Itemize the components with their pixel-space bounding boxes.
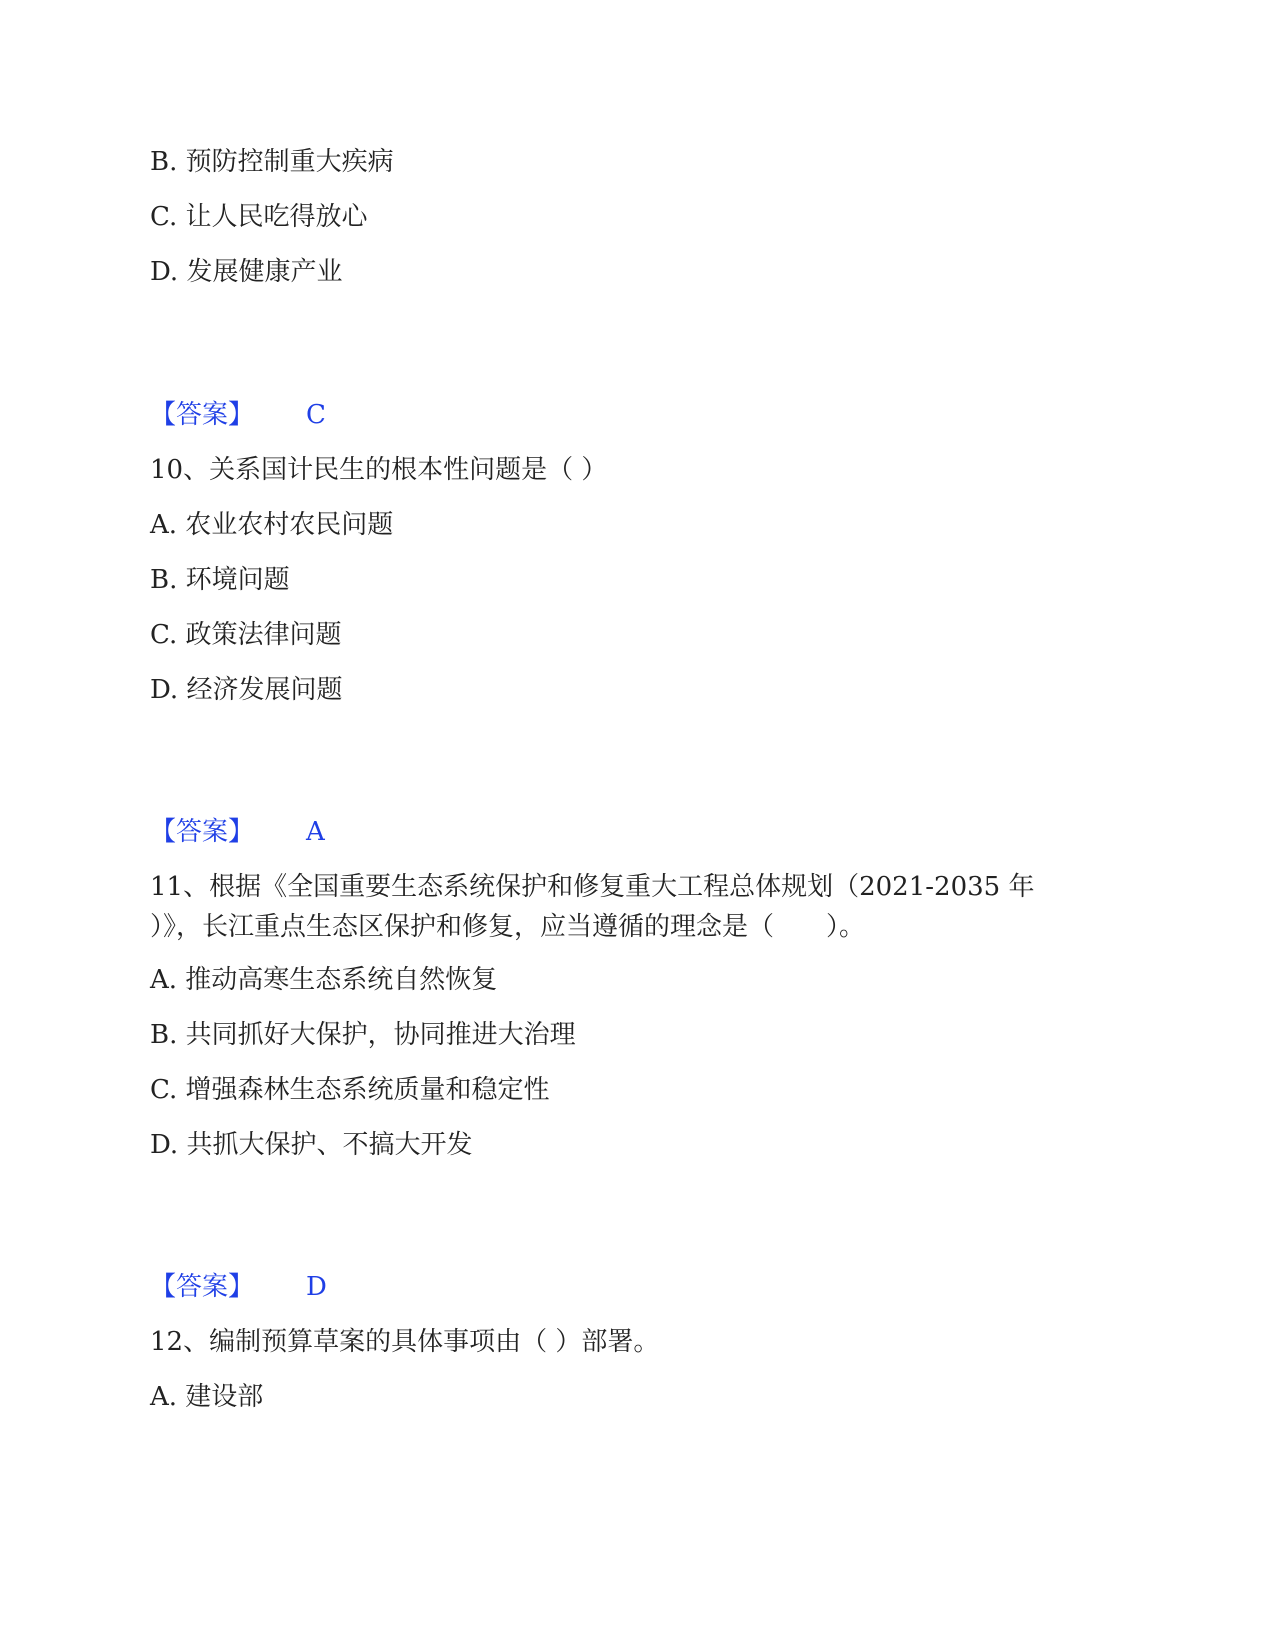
answer-value: C	[306, 400, 326, 430]
q10-option-d: D. 经济发展问题	[150, 675, 343, 705]
q10-option-a: A. 农业农村农民问题	[150, 510, 394, 540]
q11-option-b: B. 共同抓好大保护，协同推进大治理	[150, 1020, 576, 1050]
q11-question-line1: 11、根据《全国重要生态系统保护和修复重大工程总体规划（2021-2035 年	[150, 872, 1035, 902]
q11-question-line2: ）》，长江重点生态区保护和修复，应当遵循的理念是（ ）。	[150, 912, 866, 942]
q9-answer	[150, 398, 326, 432]
q9-option-c: C. 让人民吃得放心	[150, 202, 368, 232]
q10-answer	[150, 815, 325, 849]
answer-label: 【答案】	[150, 817, 255, 847]
q11-answer	[150, 1270, 327, 1304]
q10-option-b: B. 环境问题	[150, 565, 290, 595]
q11-option-c: C. 增强森林生态系统质量和稳定性	[150, 1075, 550, 1105]
answer-value: A	[306, 817, 325, 847]
q10-question: 10、关系国计民生的根本性问题是（ ）	[150, 455, 608, 485]
answer-label: 【答案】	[150, 1272, 255, 1302]
q10-option-c: C. 政策法律问题	[150, 620, 342, 650]
answer-value: D	[306, 1272, 327, 1302]
q12-question: 12、编制预算草案的具体事项由（ ）部署。	[150, 1327, 660, 1357]
q11-option-d: D. 共抓大保护、不搞大开发	[150, 1130, 473, 1160]
answer-label: 【答案】	[150, 400, 255, 430]
q9-option-d: D. 发展健康产业	[150, 257, 343, 287]
q9-option-b: B. 预防控制重大疾病	[150, 147, 394, 177]
q11-option-a: A. 推动高寒生态系统自然恢复	[150, 965, 498, 995]
q12-option-a: A. 建设部	[150, 1382, 264, 1412]
